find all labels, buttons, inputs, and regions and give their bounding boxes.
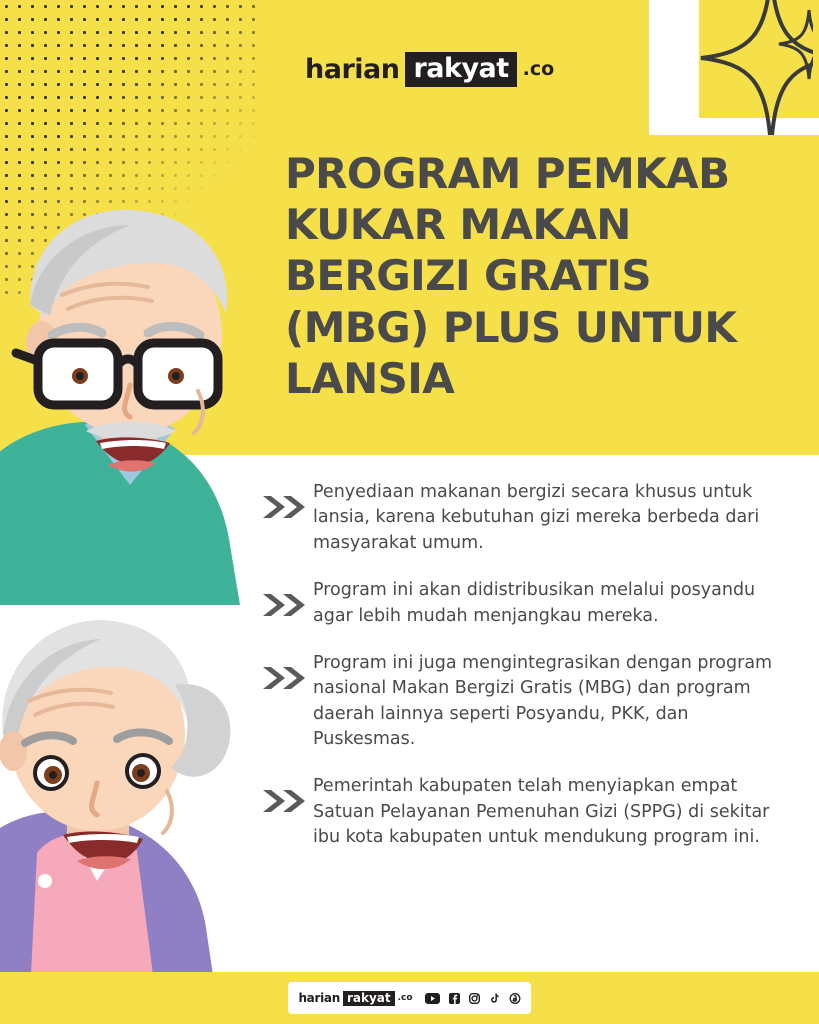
elderly-woman-illustration [0, 595, 285, 975]
double-chevron-right-icon [255, 578, 313, 618]
sparkle-decoration [663, 0, 813, 135]
logo-text-domain: .co [522, 58, 555, 80]
logo-text-rakyat: rakyat [405, 52, 516, 87]
tiktok-icon[interactable] [489, 993, 500, 1004]
footer-logo [288, 982, 530, 1014]
facebook-icon[interactable] [449, 993, 460, 1004]
list-item [255, 774, 775, 850]
list-item-text: Pemerintah kabupaten telah menyiapkan empat Satuan Pelayanan Pemenuhan Gizi (SPPG) di sekitar ibu kota kabupaten untuk mendukung program ini. [313, 776, 770, 848]
footer-logo-text-rakyat: rakyat [343, 991, 395, 1006]
double-chevron-right-icon [255, 651, 313, 691]
list-item-text: Program ini akan didistribusikan melalui posyandu agar lebih mudah menjangkau mereka. [313, 580, 756, 626]
page-title: PROGRAM PEMKAB KUKAR MAKAN BERGIZI GRATIS (MBG) PLUS UNTUK LANSIA [285, 149, 737, 403]
double-chevron-right-icon [255, 480, 313, 520]
threads-icon[interactable] [509, 993, 521, 1004]
double-chevron-right-icon [255, 774, 313, 814]
footer-bar [0, 972, 819, 1024]
list-item [255, 578, 775, 629]
list-item-text: Penyediaan makanan bergizi secara khusus untuk lansia, karena kebutuhan gizi mereka berbeda dari masyarakat umum. [313, 482, 760, 553]
footer-logo-text-domain: .co [397, 993, 413, 1003]
brand-logo [305, 52, 554, 86]
elderly-man-with-glasses-illustration [0, 185, 290, 605]
instagram-icon[interactable] [469, 993, 480, 1004]
footer-logo-text-harian: harian [298, 991, 340, 1005]
logo-text-harian: harian [305, 53, 400, 85]
social-links [425, 993, 521, 1004]
list-item [255, 480, 775, 556]
list-item [255, 651, 775, 753]
youtube-icon[interactable] [425, 993, 440, 1004]
list-item-text: Program ini juga mengintegrasikan dengan program nasional Makan Bergizi Gratis (MBG) dan program daerah lainnya seperti Posyandu, PKK, dan Puskesmas. [313, 652, 773, 749]
bullet-list [255, 480, 775, 873]
